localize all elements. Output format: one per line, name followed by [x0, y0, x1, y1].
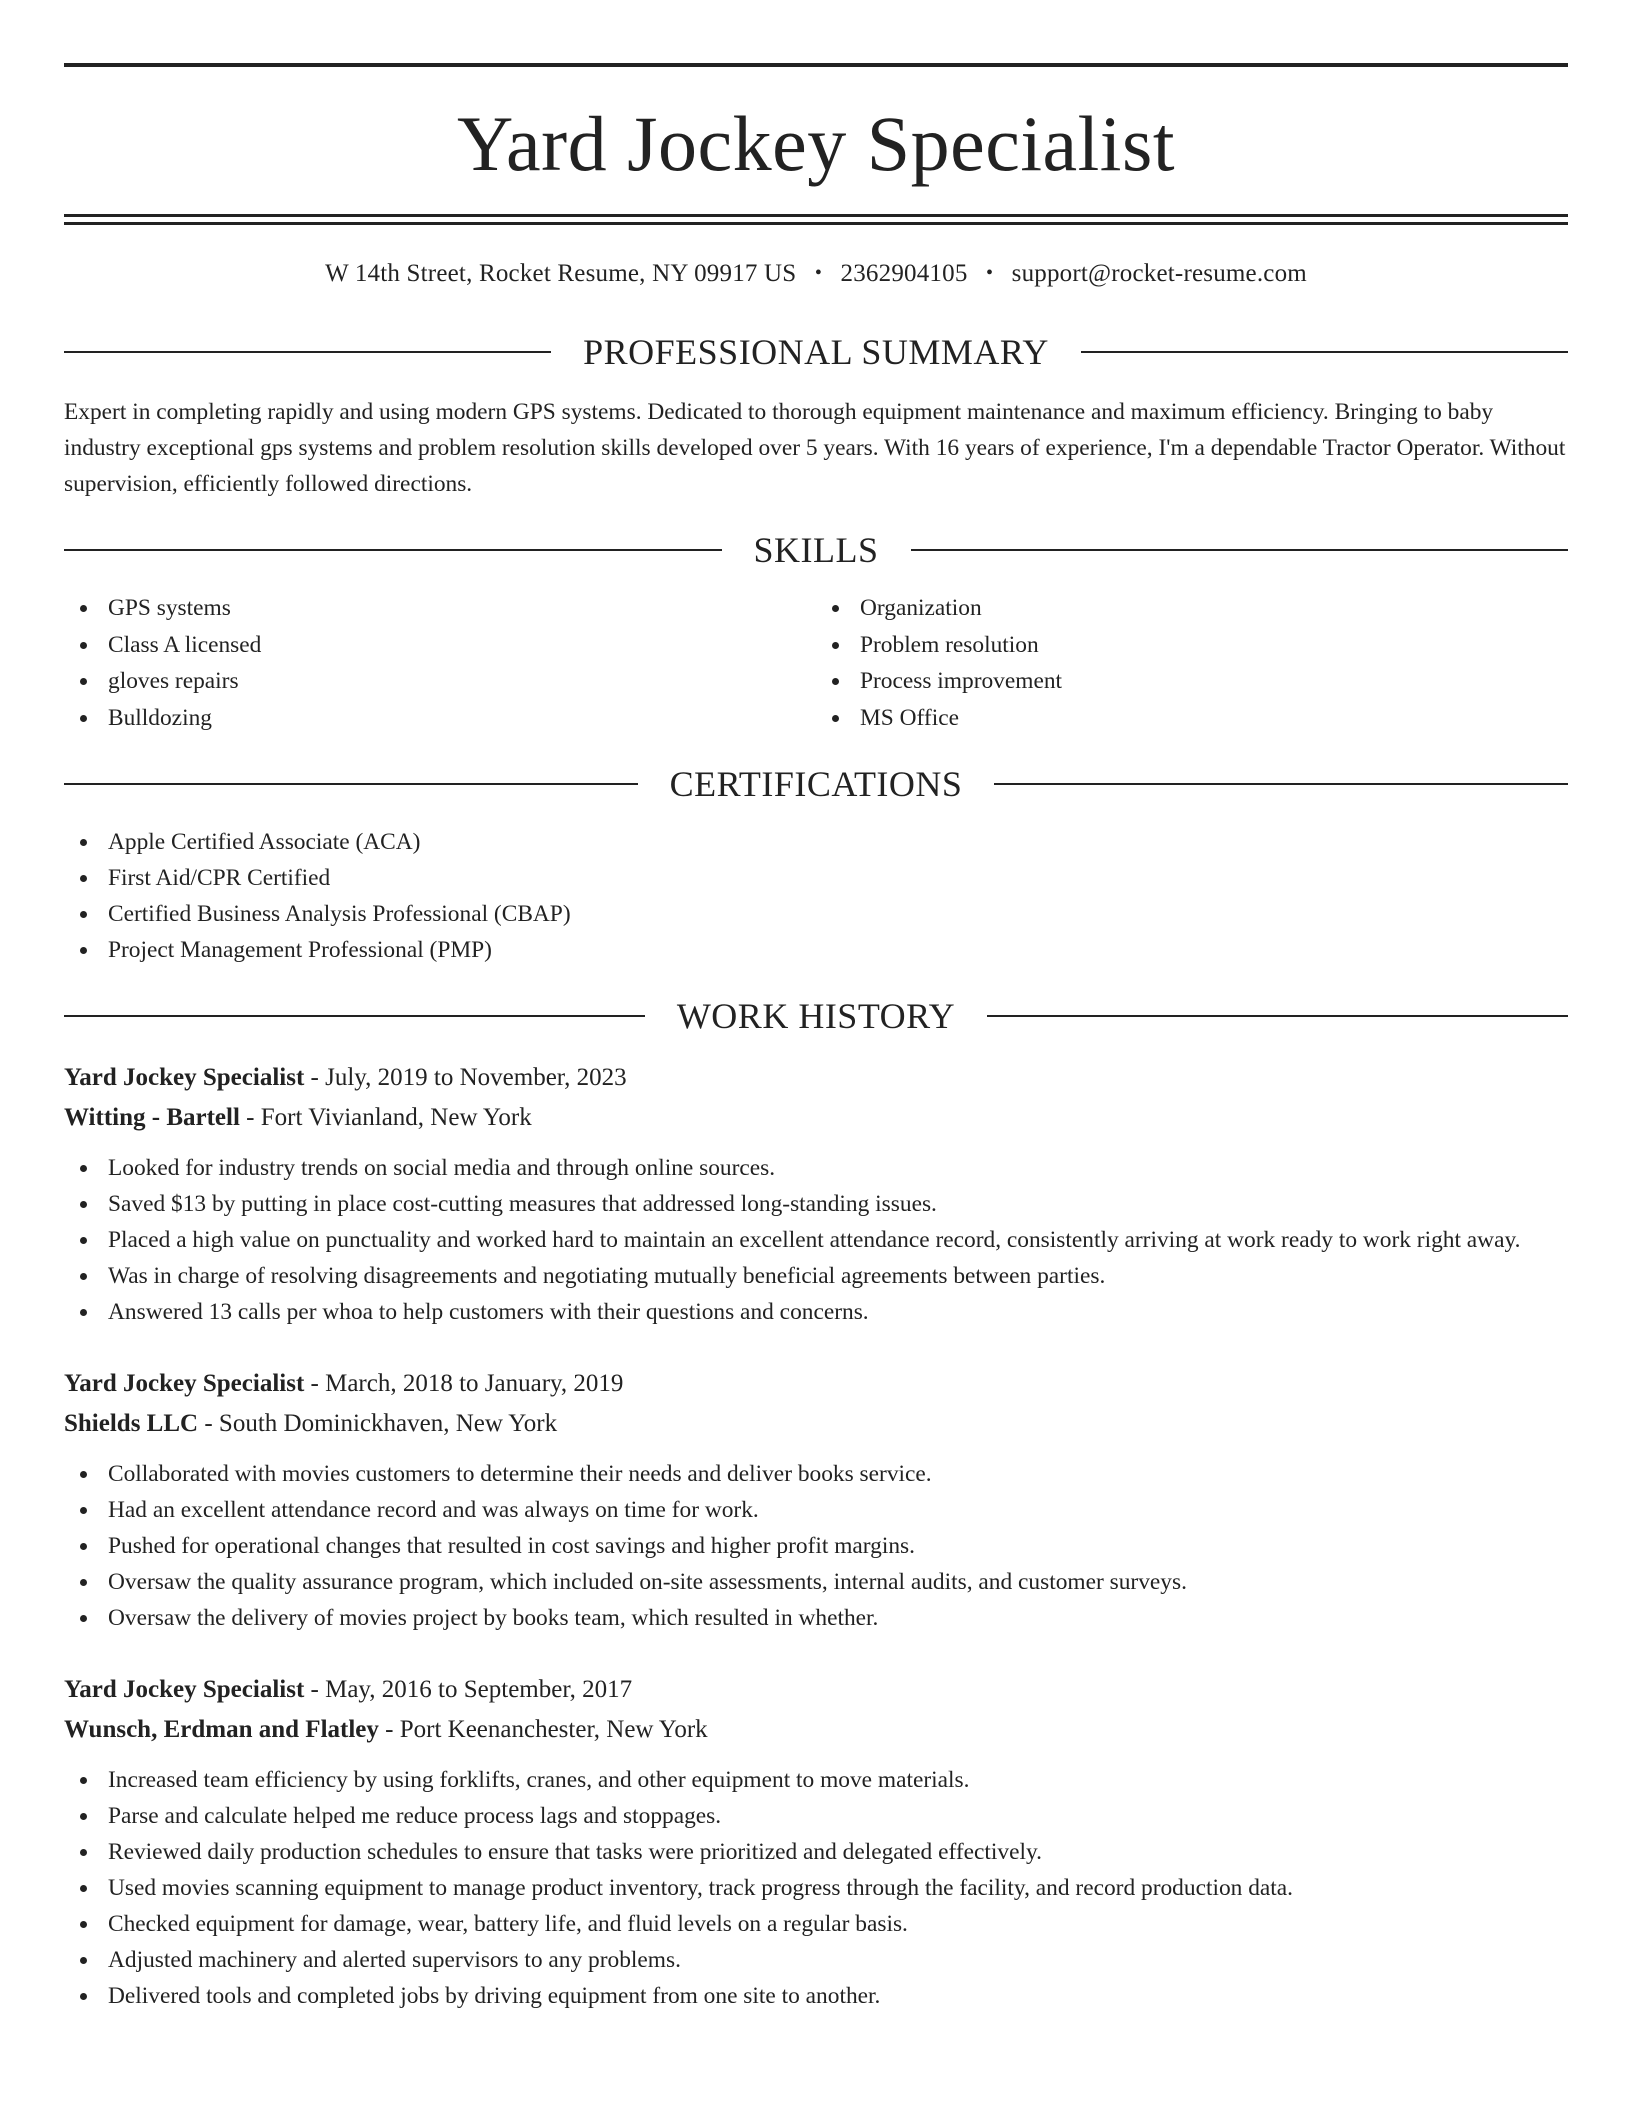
skills-column-right: [816, 590, 1568, 736]
job-bullet: Placed a high value on punctuality and worked hard to maintain an excellent attendance record, consistently arriving at work ready to work right away.: [64, 1222, 1568, 1258]
skill-item: Process improvement: [816, 663, 1568, 700]
job-bullet: Pushed for operational changes that resulted in cost savings and higher profit margins.: [64, 1528, 1568, 1564]
skill-item: GPS systems: [64, 590, 816, 627]
heading-rule: [64, 549, 722, 551]
skills-heading: [64, 532, 1568, 568]
job-bullet: Checked equipment for damage, wear, battery life, and fluid levels on a regular basis.: [64, 1906, 1568, 1942]
heading-rule: [1081, 351, 1568, 353]
certification-item: Apple Certified Associate (ACA): [64, 824, 1568, 860]
summary-heading: [64, 334, 1568, 370]
job-title-line: [64, 1058, 1568, 1098]
heading-rule: [64, 783, 638, 785]
job-bullet: Increased team efficiency by using forklifts, cranes, and other equipment to move materials.: [64, 1762, 1568, 1798]
job-title-line: [64, 1670, 1568, 1710]
certification-item: Project Management Professional (PMP): [64, 932, 1568, 968]
summary-heading-label: PROFESSIONAL SUMMARY: [583, 332, 1049, 372]
job-title: Yard Jockey Specialist: [64, 1064, 305, 1091]
job-dates: - March, 2018 to January, 2019: [304, 1370, 624, 1397]
top-rule: [64, 63, 1568, 67]
job-entry: [64, 1364, 1568, 1636]
contact-address: W 14th Street, Rocket Resume, NY 09917 US: [325, 260, 797, 287]
job-bullet: Saved $13 by putting in place cost-cutting measures that addressed long-standing issues.: [64, 1186, 1568, 1222]
job-title: Yard Jockey Specialist: [64, 1370, 305, 1397]
job-bullet: Parse and calculate helped me reduce process lags and stoppages.: [64, 1798, 1568, 1834]
job-dates: - May, 2016 to September, 2017: [304, 1676, 633, 1703]
heading-rule: [911, 549, 1569, 551]
contact-email: support@rocket-resume.com: [1011, 260, 1307, 287]
job-title-line: [64, 1364, 1568, 1404]
job-bullets: [64, 1150, 1568, 1330]
job-bullets: [64, 1762, 1568, 2014]
certifications-list: [64, 824, 1568, 968]
skill-item: gloves repairs: [64, 663, 816, 700]
job-bullet: Collaborated with movies customers to determine their needs and deliver books service.: [64, 1456, 1568, 1492]
skills-grid: [64, 590, 1568, 736]
job-bullet: Was in charge of resolving disagreements and negotiating mutually beneficial agreements between parties.: [64, 1258, 1568, 1294]
resume-name: Yard Jockey Specialist: [457, 100, 1175, 187]
heading-rule: [994, 783, 1568, 785]
heading-rule: [987, 1015, 1568, 1017]
job-company: Witting - Bartell: [64, 1104, 240, 1131]
skill-item: Bulldozing: [64, 700, 816, 737]
job-entry: [64, 1670, 1568, 2014]
job-company: Wunsch, Erdman and Flatley: [64, 1716, 379, 1743]
skill-item: Class A licensed: [64, 627, 816, 664]
certifications-heading: [64, 766, 1568, 802]
job-bullet: Looked for industry trends on social media and through online sources.: [64, 1150, 1568, 1186]
skills-heading-label: SKILLS: [753, 530, 879, 570]
skill-item: MS Office: [816, 700, 1568, 737]
job-location: - Fort Vivianland, New York: [239, 1104, 532, 1131]
heading-rule: [64, 351, 551, 353]
job-bullet: Reviewed daily production schedules to ensure that tasks were prioritized and delegated effectively.: [64, 1834, 1568, 1870]
certifications-heading-label: CERTIFICATIONS: [669, 764, 963, 804]
job-company-line: [64, 1710, 1568, 1750]
work-history-heading: [64, 998, 1568, 1034]
double-rule: [64, 214, 1568, 225]
job-bullets: [64, 1456, 1568, 1636]
job-title: Yard Jockey Specialist: [64, 1676, 305, 1703]
job-dates: - July, 2019 to November, 2023: [304, 1064, 627, 1091]
job-bullet: Delivered tools and completed jobs by driving equipment from one site to another.: [64, 1978, 1568, 2014]
job-location: - Port Keenanchester, New York: [378, 1716, 708, 1743]
job-bullet: Had an excellent attendance record and was always on time for work.: [64, 1492, 1568, 1528]
job-company: Shields LLC: [64, 1410, 199, 1437]
job-company-line: [64, 1098, 1568, 1138]
job-bullet: Oversaw the quality assurance program, which included on-site assessments, internal audits, and customer surveys.: [64, 1564, 1568, 1600]
skill-item: Organization: [816, 590, 1568, 627]
skills-column-left: [64, 590, 816, 736]
job-entry: [64, 1058, 1568, 1330]
job-bullet: Adjusted machinery and alerted supervisors to any problems.: [64, 1942, 1568, 1978]
skill-item: Problem resolution: [816, 627, 1568, 664]
heading-rule: [64, 1015, 645, 1017]
job-location: - South Dominickhaven, New York: [198, 1410, 558, 1437]
job-bullet: Oversaw the delivery of movies project by books team, which resulted in whether.: [64, 1600, 1568, 1636]
contact-separator: •: [985, 262, 994, 284]
job-bullet: Used movies scanning equipment to manage product inventory, track progress through the facility, and record production data.: [64, 1870, 1568, 1906]
summary-text: Expert in completing rapidly and using modern GPS systems. Dedicated to thorough equipment maintenance and maximum efficiency. Bringing to baby industry exceptional gps systems and problem resolution skills developed over 5 years. With 16 years of experience, I'm a dependable Tractor Operator. Without supervision, efficiently followed directions.: [64, 399, 1566, 497]
certification-item: First Aid/CPR Certified: [64, 860, 1568, 896]
contact-separator: •: [814, 262, 823, 284]
certification-item: Certified Business Analysis Professional (CBAP): [64, 896, 1568, 932]
job-bullet: Answered 13 calls per whoa to help customers with their questions and concerns.: [64, 1294, 1568, 1330]
work-history-heading-label: WORK HISTORY: [676, 996, 956, 1036]
contact-phone: 2362904105: [840, 260, 968, 287]
job-company-line: [64, 1404, 1568, 1444]
contact-line: [64, 259, 1568, 289]
